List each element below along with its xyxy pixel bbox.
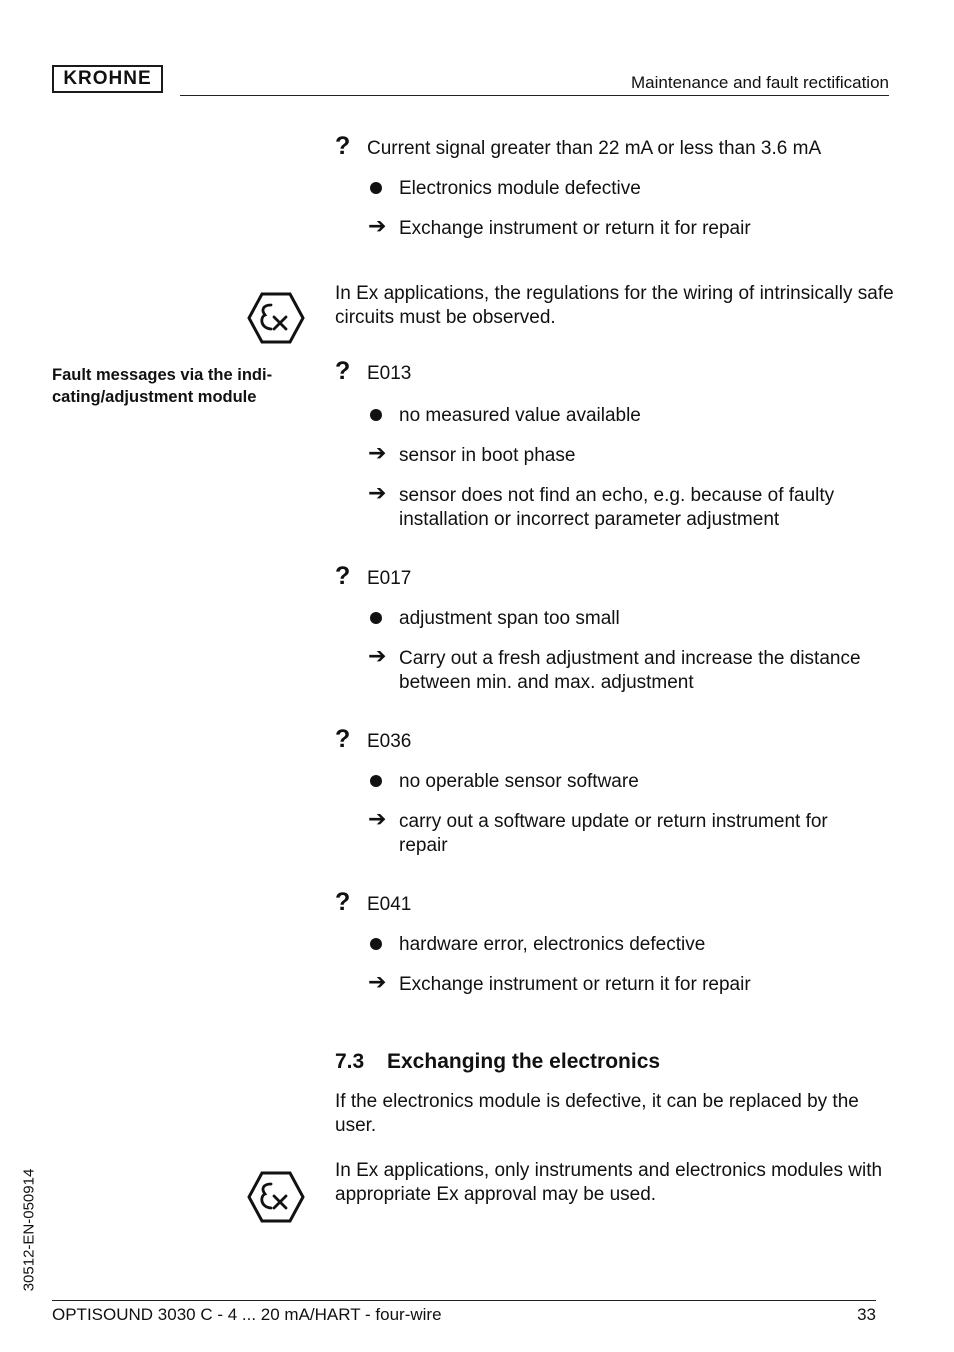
ex-protection-icon: [247, 1171, 305, 1223]
e017-cause-text: adjustment span too small: [399, 608, 620, 629]
footer-product: OPTISOUND 3030 C - 4 ... 20 mA/HART - four-wire: [52, 1305, 442, 1324]
arrow-right-icon: ➔: [368, 480, 387, 505]
arrow-right-icon: ➔: [368, 643, 387, 668]
ex-approval-note: In Ex applications, only instruments and electronics modules with appropriate Ex approval may be used.: [335, 1160, 883, 1205]
error-code-e013: E013: [367, 363, 412, 384]
section-body: If the electronics module is defective, it can be replaced by the user.: [335, 1091, 859, 1136]
section-title: Exchanging the electronics: [387, 1050, 661, 1073]
e041-cause-text: hardware error, electronics defective: [399, 934, 706, 955]
header-divider: [180, 95, 889, 96]
arrow-right-icon: ➔: [368, 440, 387, 465]
error-code-e036: E036: [367, 731, 412, 752]
section-number: 7.3: [335, 1050, 365, 1073]
question-mark-icon: ?: [335, 725, 351, 753]
bullet-icon: [370, 182, 382, 194]
arrow-right-icon: ➔: [368, 213, 387, 238]
e041-action-text: Exchange instrument or return it for repair: [399, 974, 751, 995]
error-code-e017: E017: [367, 568, 412, 589]
question-mark-icon: ?: [335, 888, 351, 916]
e013-action-1-text: sensor in boot phase: [399, 445, 576, 466]
error-code-e041: E041: [367, 894, 412, 915]
question-mark-icon: ?: [335, 132, 351, 160]
arrow-right-icon: ➔: [368, 806, 387, 831]
page-number: 33: [857, 1305, 876, 1324]
e013-cause-text: no measured value available: [399, 405, 641, 426]
question-mark-icon: ?: [335, 562, 351, 590]
e036-cause-text: no operable sensor software: [399, 771, 639, 792]
question-mark-icon: ?: [335, 357, 351, 385]
brand-logo: KROHNE: [52, 65, 163, 93]
fault-cause-text: Electronics module defective: [399, 178, 641, 199]
margin-note: Fault messages via the indi-cating/adjustment module: [52, 366, 273, 406]
fault-action-text: Exchange instrument or return it for repair: [399, 218, 751, 239]
running-header: Maintenance and fault rectification: [631, 73, 889, 92]
arrow-right-icon: ➔: [368, 969, 387, 994]
bullet-icon: [370, 409, 382, 421]
ex-wiring-note: In Ex applications, the regulations for the wiring of intrinsically safe circuits must be observed.: [335, 283, 894, 328]
bullet-icon: [370, 775, 382, 787]
footer-divider: [52, 1300, 876, 1301]
e017-action-text: Carry out a fresh adjustment and increase the distance between min. and max. adjustment: [399, 648, 861, 693]
fault-question-text: Current signal greater than 22 mA or less than 3.6 mA: [367, 138, 822, 159]
e013-action-2-text: sensor does not find an echo, e.g. because of faulty installation or incorrect parameter adjustment: [399, 485, 835, 530]
bullet-icon: [370, 612, 382, 624]
document-id: 30512-EN-050914: [20, 1168, 38, 1292]
ex-protection-icon: [247, 292, 305, 344]
bullet-icon: [370, 938, 382, 950]
e036-action-text: carry out a software update or return instrument for repair: [399, 811, 828, 856]
